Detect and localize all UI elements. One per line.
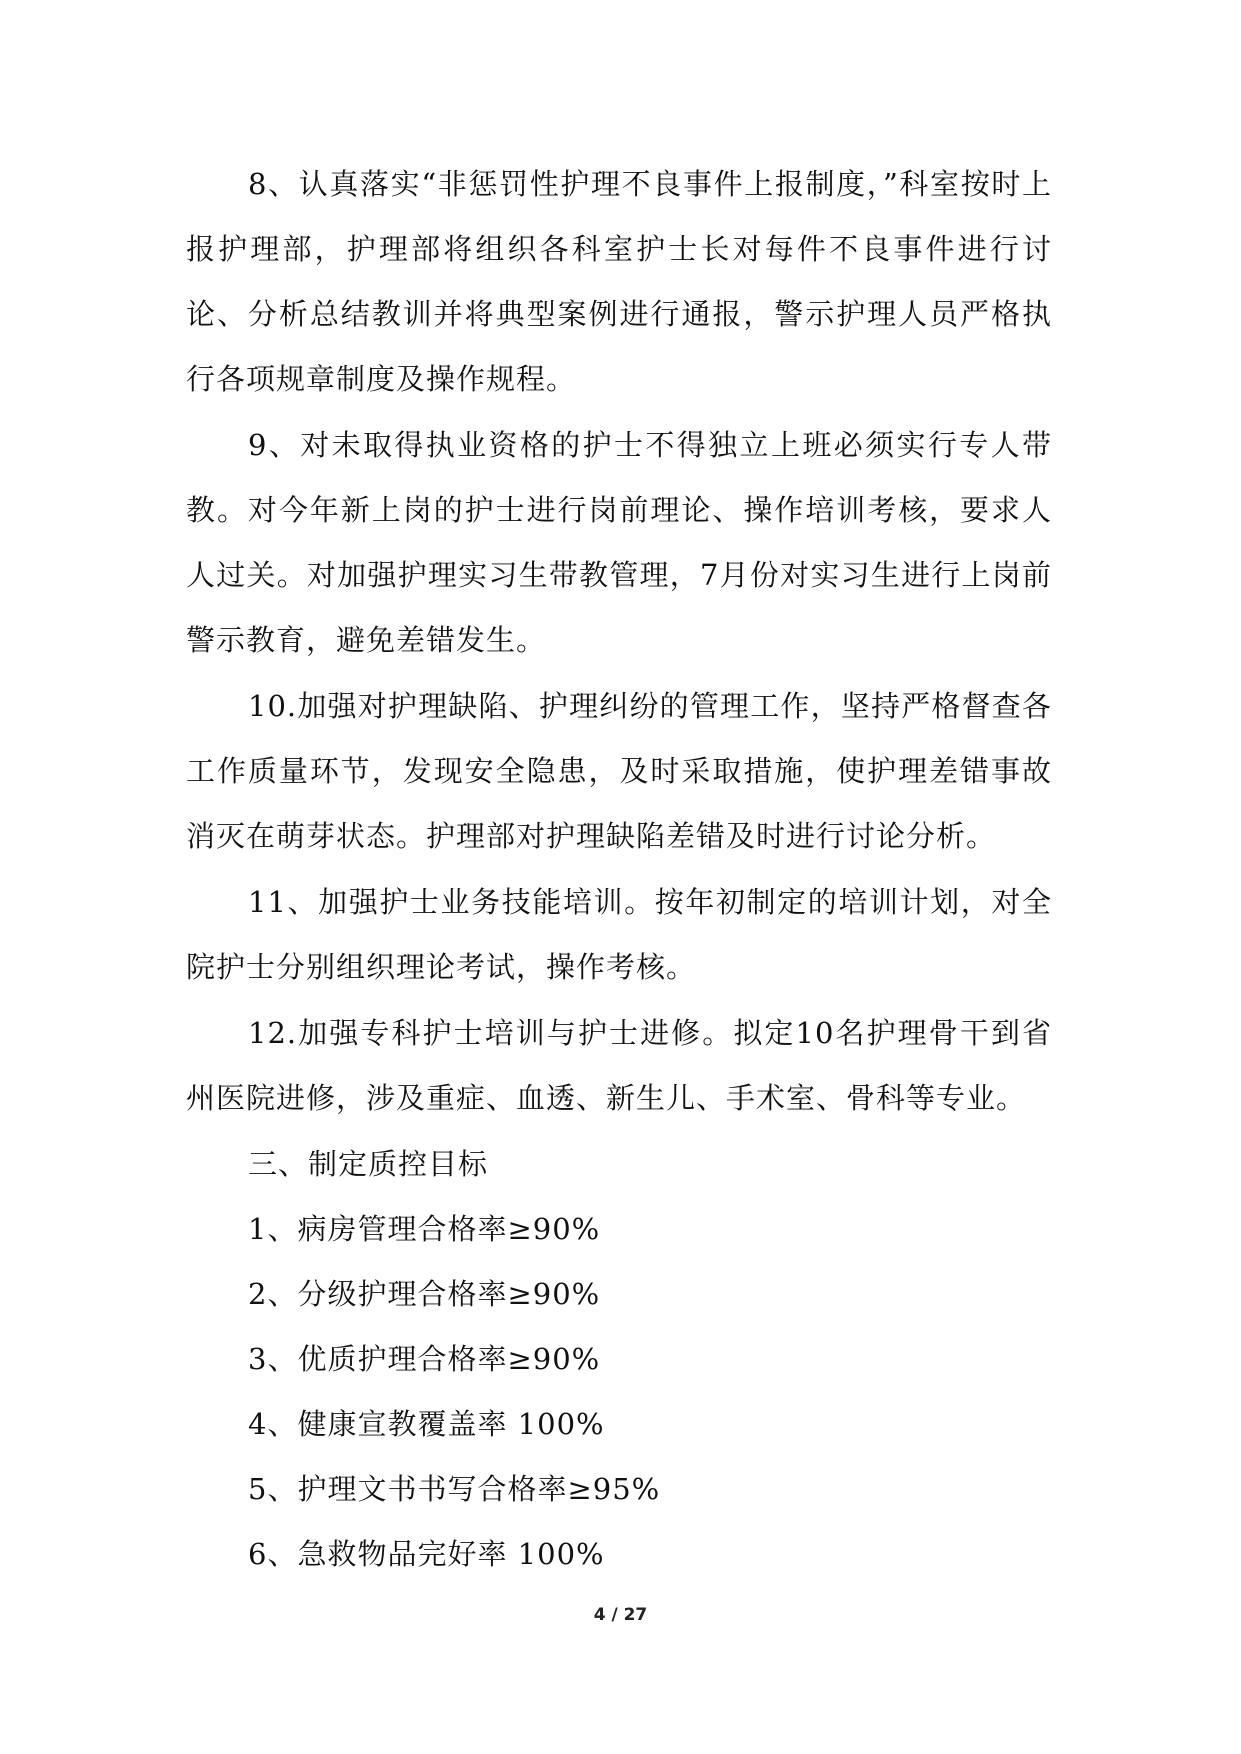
paragraph-item-9: 9、对未取得执业资格的护士不得独立上班必须实行专人带教。对今年新上岗的护士进行岗前理论、操作培训考核，要求人人过关。对加强护理实习生带教管理，7月份对实习生进行上岗前警示教育，避免差错发生。 bbox=[186, 428, 1052, 657]
paragraph-item-12: 12.加强专科护士培训与护士进修。拟定10名护理骨干到省州医院进修，涉及重症、血透、新生儿、手术室、骨科等专业。 bbox=[186, 1016, 1052, 1115]
target-item: 3、优质护理合格率≥90% bbox=[248, 1342, 601, 1376]
target-item: 4、健康宣教覆盖率 100% bbox=[248, 1407, 605, 1441]
target-item: 5、护理文书书写合格率≥95% bbox=[248, 1472, 661, 1506]
paragraph-item-11: 11、加强护士业务技能培训。按年初制定的培训计划，对全院护士分别组织理论考试，操作考核。 bbox=[186, 885, 1052, 984]
target-item: 2、分级护理合格率≥90% bbox=[248, 1277, 601, 1311]
page-number: 4 / 27 bbox=[593, 1605, 648, 1625]
document-body bbox=[186, 152, 1052, 1587]
paragraph-item-8: 8、认真落实“非惩罚性护理不良事件上报制度，”科室按时上报护理部，护理部将组织各科室护士长对每件不良事件进行讨论、分析总结教训并将典型案例进行通报，警示护理人员严格执行各项规章制度及操作规程。 bbox=[186, 167, 1052, 396]
paragraph-item-10: 10.加强对护理缺陷、护理纠纷的管理工作，坚持严格督查各工作质量环节，发现安全隐患，及时采取措施，使护理差错事故消灭在萌芽状态。护理部对护理缺陷差错及时进行讨论分析。 bbox=[186, 689, 1052, 853]
section-heading: 三、制定质控目标 bbox=[248, 1147, 489, 1181]
target-item: 6、急救物品完好率 100% bbox=[248, 1537, 605, 1571]
target-item: 1、病房管理合格率≥90% bbox=[248, 1212, 601, 1246]
